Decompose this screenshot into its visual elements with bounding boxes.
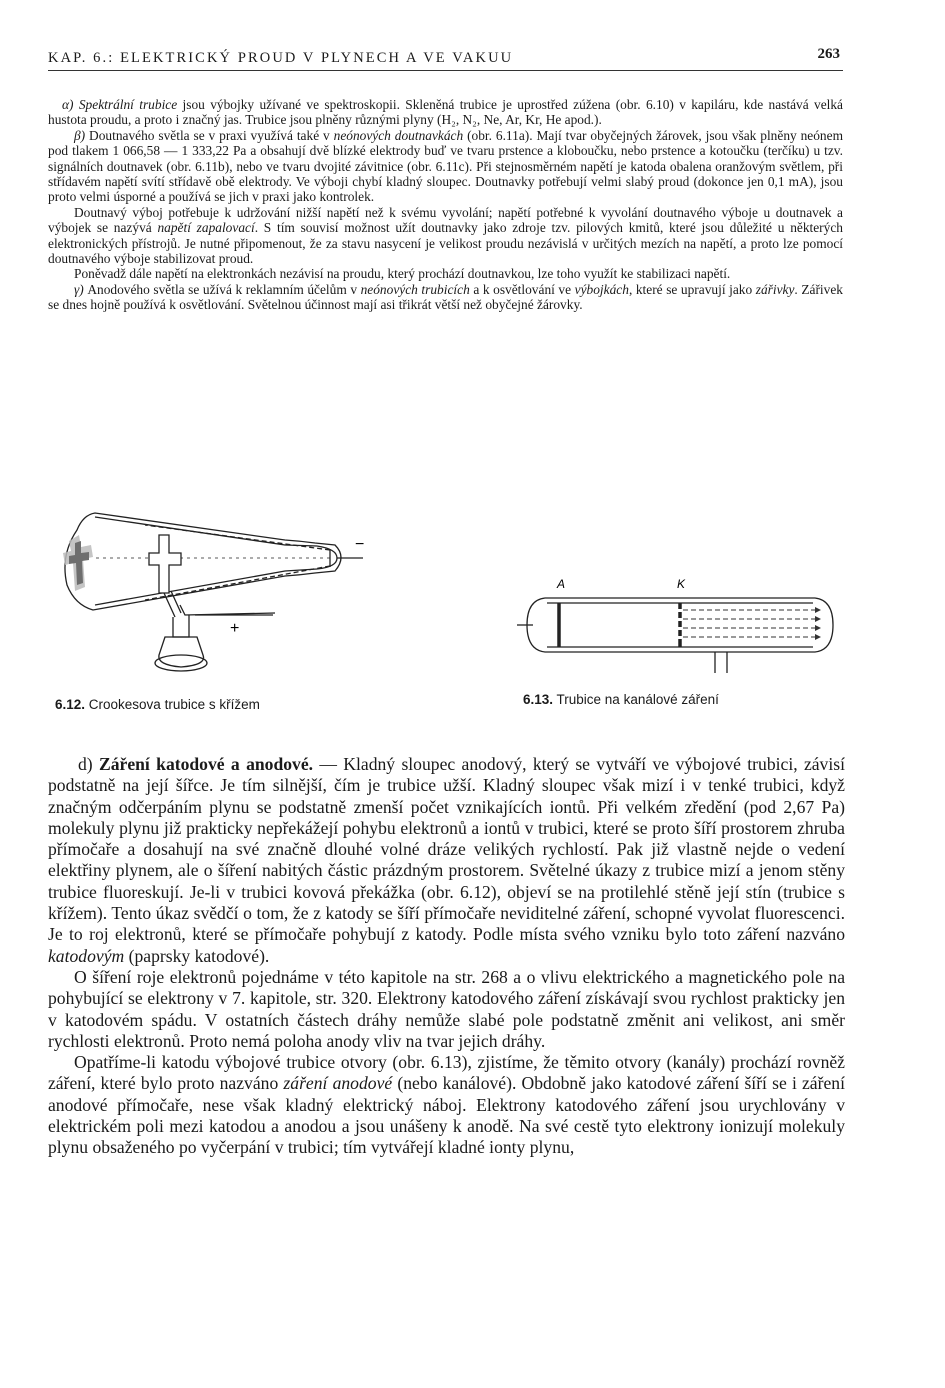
side-tube — [180, 605, 275, 615]
label-cathode: K — [677, 578, 686, 591]
term-spectral-tubes: Spektrální trubice — [78, 97, 178, 112]
figure-number: 6.13. — [523, 692, 554, 707]
paragraph-neon-glow-lamps — [48, 128, 843, 205]
item-marker: γ) — [74, 281, 84, 297]
text-run: Doutnavý výboj potřebuje k udržování nižší napětí než k svému vyvolání; napětí potřebné k vyvolání doutnavého výboje u doutnavek a výbojek se nazývá — [48, 204, 843, 236]
caption-text: Trubice na kanálové záření — [553, 692, 719, 707]
text-run: (paprsky katodové). — [124, 945, 270, 966]
text-run: — Kladný sloupec anodový, který se vytváří ve výbojové trubici, závisí podstatně na její šířce. Je tím silnější, čím je trubice užší. Kladný sloupec však mizí i v tenké trubici, když značným odčerpáním plynu se podstatně zmenší počet vznikajících iontů. Při velkém zředění (pod 2,67 Pa) molekuly plynu již prakticky nepřekážejí pohybu elektronů a iontů v trubici, které se proto šíří prostorem zhruba přímočaře a dosahují na své značně dlouhé volné dráze velikých rychlostí. Pak již vlastně nejde o vedení elektřiny plynem, ale o šíření nabitých částic prázdným prostorem. Světelné úkazy z trubice mizí a jenom stěny trubice fluoreskují. Je-li v trubici kovová překážka (obr. 6.12), objeví se na protilehlé stěně její stín (trubice s křížem). Tento úkaz svědčí o tom, že z katody se šíří přímočaře neviditelné záření, schopné vyvolat fluorescenci. Je to roj elektronů, které se přímočaře pohybují z katody. Podle místa svého vzniku bylo toto záření nazváno — [48, 754, 845, 945]
pump-side-tube — [715, 652, 727, 673]
label-anode: A — [557, 578, 566, 591]
chapter-title: KAP. 6.: ELEKTRICKÝ PROUD V PLYNECH A VE VAKUU — [48, 50, 514, 66]
item-marker: β) — [74, 127, 86, 143]
term-neon-glow-lamps: neónových doutnavkách — [333, 127, 464, 143]
text-run: Opatříme-li katodu výbojové trubice otvory (obr. 6.13), zjistíme, že těmito otvory (kanály) prochází rovněž záření, které bylo proto nazváno — [48, 1052, 845, 1094]
figure-crookes-tube — [55, 505, 380, 690]
tube-inner-line — [95, 569, 317, 605]
term-fluorescent-lamps: zářivky — [755, 281, 795, 297]
canal-rays — [683, 610, 815, 637]
paragraph-anode-light — [48, 282, 843, 313]
text-run: (obr. 6.11a). Mají tvar obyčejných žárovek, jsou však plněny neónem pod tlakem 1 066,58 — 1 333,22 Pa a obsahují dvě blízké elektrody buď ve tvaru prstence a kloboučku, nebo prstence a kotoučku (terčíku) u tzv. signálních doutnavek (obr. 6.11b), nebo ve tvaru dvojité závitnice (obr. 6.11c). Při stejnosměrném napětí je katoda obalena oranžovým světlem, při střídavém napětí svítí střídavě obě elektrody. Ve výboji chybí kladný sloupec. Doutnavky potřebují velmi slabý proud (dokonce jen 0,1 mA), jsou proto velmi úsporné a používá se jich v praxi jako kontrolek. — [48, 127, 843, 205]
text-run: a k osvětlování ve — [469, 281, 575, 297]
figure-caption-6-13 — [523, 692, 719, 707]
tube-glass-outline — [65, 513, 341, 610]
stand-base — [159, 637, 204, 667]
figure-number: 6.12. — [55, 697, 86, 712]
text-run: , které se upravují jako — [628, 281, 756, 297]
fluorescent-shadow — [63, 535, 93, 591]
ray-arrowheads — [815, 607, 821, 640]
anode-plus-sign: + — [230, 620, 240, 637]
text-run: . S tím souvisí možnost užít doutnavky jako zdroje tzv. pilových kmitů, které jsou důležité u některých elektronických přístrojů. Je nutné připomenout, že za stavu nasycení je velikost proudu nezávislá v určitých mezích na napětí, a proto lze pomocí doutnavého výboje stabilizovat proud. — [48, 220, 843, 267]
small-print-section — [48, 97, 843, 313]
term-cathode: katodovým — [48, 945, 125, 966]
section-letter: d) — [78, 754, 99, 774]
cathode-minus-sign: − — [355, 536, 365, 553]
paragraph-electron-propagation: O šíření roje elektronů pojednáme v této kapitole na str. 268 a o vlivu elektrického a magnetického pole na pohybující se elektrony v 7. kapitole, str. 320. Elektrony katodového záření získávají svou rychlost prakticky jen v katodovém spádu. V ostatních částech dráhy nemůže slabé pole podstatně změnit ani velikost, ani směr rychlosti elektronů. Proto nemá poloha anody vliv na tvar jejich dráhy. — [48, 966, 845, 1051]
paragraph-voltage-stabilization: Poněvadž dále napětí na elektronkách nezávisí na proudu, který prochází doutnavkou, lze toho využít ke stabilizaci napětí. — [74, 266, 731, 282]
text-run: (nebo kanálové). Obdobně jako katodové záření šíří se i záření anodové přímočaře, nese však kladný elektrický náboj. Elektrony katodového záření jsou urychlovány v elektrickém poli mezi katodou a anodou a jsou unášeny k anodě. Na své cestě tyto elektrony ionizují molekuly plynu obsaženého po vyčerpání v trubici; tím vytvářejí kladné ionty plynu, — [48, 1073, 845, 1158]
figure-canal-ray-tube — [515, 578, 845, 683]
paragraph-anode-rays — [48, 1052, 845, 1158]
main-section-cathode-anode-rays — [48, 754, 845, 1159]
term-neon-tubes: neónových trubicích — [360, 281, 470, 297]
section-heading: Záření katodové a anodové. — [99, 754, 314, 774]
item-marker: α) — [62, 97, 74, 112]
page-number: 263 — [817, 46, 840, 62]
term-ignition-voltage: napětí zapalovací — [157, 220, 255, 236]
text-run: Doutnavého světla se v praxi využívá také v — [85, 127, 334, 143]
text-run: jsou výbojky užívané ve spektroskopii. Skleněná trubice je uprostřed zúžena (obr. 6.10) v kapiláru, kde nastává velká hustota proudu, a proto i značný jas. Trubice jsou plněny různými plyny (H₂, N₂, Ne, Ar, Kr, He apod.). — [48, 97, 843, 128]
running-header — [48, 46, 843, 71]
paragraph-ignition-voltage — [48, 205, 843, 267]
caption-text: Crookesova trubice s křížem — [85, 697, 260, 712]
term-anode-rays: záření anodové — [283, 1073, 393, 1094]
tube-inner-line — [95, 517, 317, 546]
figure-caption-6-12 — [55, 697, 260, 712]
stand-column — [173, 615, 189, 637]
paragraph-spectral-tubes — [48, 97, 843, 128]
term-discharge-lamps: výbojkách — [574, 281, 629, 297]
text-run: Anodového světla se užívá k reklamním účelům v — [83, 281, 361, 297]
metal-cross-obstacle — [149, 535, 181, 593]
text-run: . Zářivek se dnes hojně používá k osvětlování. Světelnou účinnost mají asi třikrát větší než obyčejné žárovky. — [48, 281, 843, 313]
paragraph-cathode-rays — [48, 754, 845, 967]
